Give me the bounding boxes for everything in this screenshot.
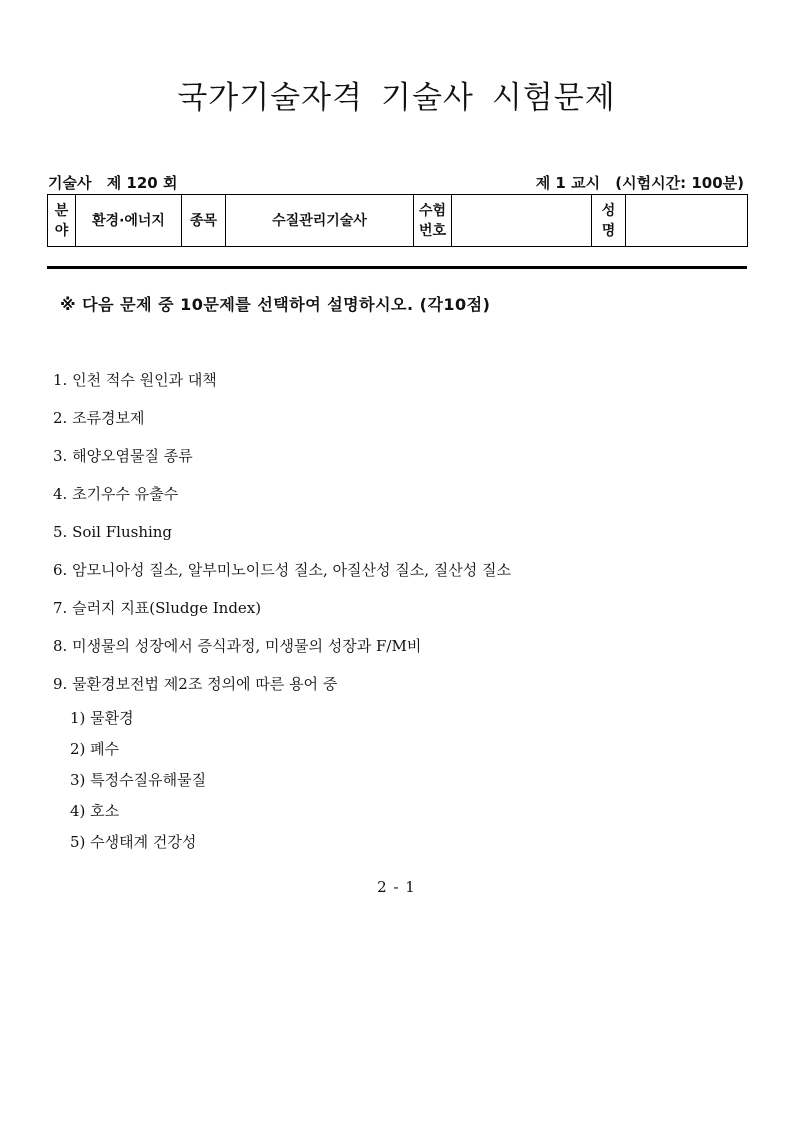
question-item: 8. 미생물의 성장에서 증식과정, 미생물의 성장과 F/M비 [53, 637, 422, 655]
item-value: 수질관리기술사 [226, 195, 414, 247]
title-part-1: 국가기술자격 [177, 80, 364, 116]
sub-item: 5) 수생태계 건강성 [70, 833, 197, 851]
field-label: 분야 [48, 195, 76, 247]
exam-info-right [536, 172, 744, 193]
exam-duration: (시험시간: 100분) [615, 174, 744, 192]
question-item: 1. 인천 적수 원인과 대책 [53, 371, 217, 389]
divider-line [47, 266, 747, 269]
exam-round: 제 120 회 [106, 174, 178, 192]
question-item: 3. 해양오염물질 종류 [53, 447, 193, 465]
exam-number-label: 수험번호 [414, 195, 452, 247]
exam-info-left [48, 172, 177, 193]
question-item: 7. 슬러지 지표(Sludge Index) [53, 599, 262, 617]
sub-item: 1) 물환경 [70, 709, 134, 727]
question-item: 9. 물환경보전법 제2조 정의에 따른 용어 중 [53, 675, 338, 693]
name-field[interactable] [626, 195, 748, 247]
sub-item: 3) 특정수질유해물질 [70, 771, 207, 789]
exam-category: 기술사 [48, 174, 92, 192]
sub-item-list [70, 705, 206, 860]
document-title [0, 72, 793, 117]
exam-period: 제 1 교시 [535, 174, 601, 192]
sub-item: 4) 호소 [70, 802, 120, 820]
question-item: 6. 암모니아성 질소, 알부미노이드성 질소, 아질산성 질소, 질산성 질소 [53, 561, 511, 579]
question-item: 5. Soil Flushing [53, 523, 173, 541]
page-number: 2 - 1 [377, 878, 416, 896]
exam-header-table [47, 194, 748, 247]
question-list [53, 367, 511, 709]
name-label: 성명 [592, 195, 626, 247]
exam-number-field[interactable] [452, 195, 592, 247]
field-value: 환경·에너지 [76, 195, 182, 247]
question-item: 4. 초기우수 유출수 [53, 485, 179, 503]
title-part-3: 시험문제 [491, 80, 616, 116]
title-part-2: 기술사 [381, 80, 474, 116]
question-item: 2. 조류경보제 [53, 409, 145, 427]
sub-item: 2) 폐수 [70, 740, 120, 758]
item-label: 종목 [182, 195, 226, 247]
instruction-text: ※ 다음 문제 중 10문제를 선택하여 설명하시오. (각10점) [60, 295, 491, 314]
